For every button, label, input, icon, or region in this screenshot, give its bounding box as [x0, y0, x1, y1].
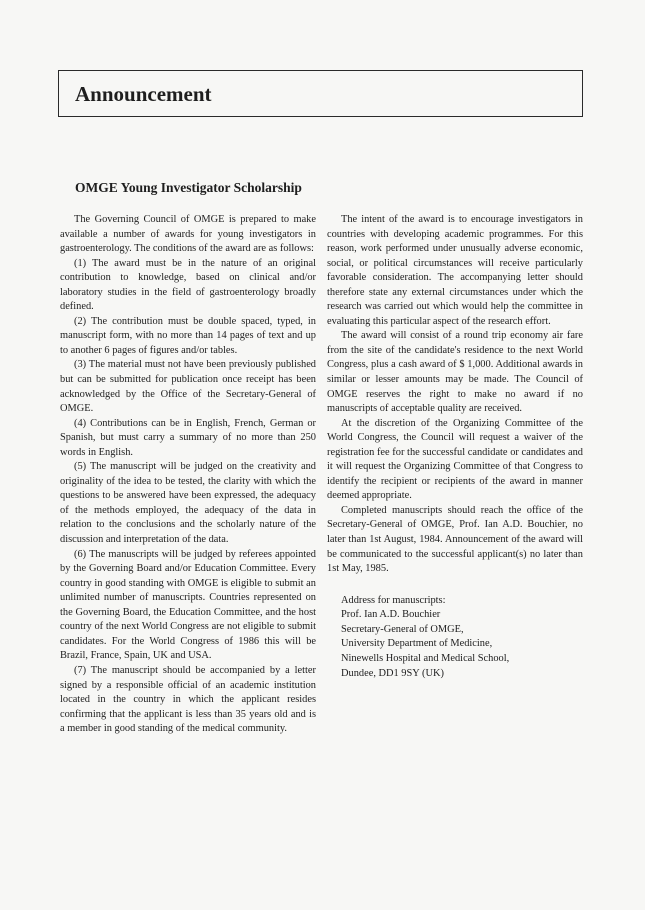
- condition-4-paragraph: (4) Contributions can be in English, French, German or Spanish, but must carry a summary of no more than 250 words in English.: [60, 417, 316, 458]
- intro-paragraph: The Governing Council of OMGE is prepared to make available a number of awards for young investigators in gastroenterology. The conditions of the award are as follows:: [60, 214, 316, 255]
- address-line: Dundee, DD1 9SY (UK): [341, 667, 444, 679]
- condition-1-paragraph: (1) The award must be in the nature of an original contribution to knowledge, based on clinical and/or laboratory studies in the field of gastroenterology broadly defined.: [60, 257, 316, 313]
- condition-2-paragraph: (2) The contribution must be double spaced, typed, in manuscript form, with no more than 14 pages of text and up to another 6 pages of figures and/or tables.: [60, 315, 316, 356]
- address-line: Prof. Ian A.D. Bouchier: [341, 609, 441, 621]
- announcement-header-box: [58, 70, 583, 117]
- condition-7-paragraph: (7) The manuscript should be accompanied by a letter signed by a responsible official of an academic institution located in the country in which the applicant resides confirming that the applicant is less than 35 years old and is a member in good standing of the medical community.: [60, 664, 316, 735]
- right-column: [327, 213, 583, 681]
- section-title: OMGE Young Investigator Scholarship: [75, 180, 302, 195]
- address-line: Ninewells Hospital and Medical School,: [341, 653, 510, 665]
- address-line: Secretary-General of OMGE,: [341, 623, 464, 635]
- award-paragraph: The award will consist of a round trip economy air fare from the site of the candidate's residence to the next World Congress, plus a cash award of $ 1,000. Additional awards in similar or lesser amounts may be made. The Council of OMGE reserves the right to make no award if no manuscripts of acceptable quality are received.: [327, 330, 583, 415]
- announcement-title: Announcement: [75, 82, 212, 106]
- condition-3-paragraph: (3) The material must not have been previously published but can be submitted for publication once receipt has been acknowledged by the Office of the Secretary-General of OMGE.: [60, 359, 316, 415]
- address-line: University Department of Medicine,: [341, 638, 493, 650]
- condition-5-paragraph: (5) The manuscript will be judged on the creativity and originality of the idea to be tested, the clarity with which the questions to be answered have been expressed, the adequacy of the methods employed, the adequacy of the data in relation to the conclusions and the scholarly nature of the discussion and interpretation of the data.: [60, 461, 316, 546]
- discretion-paragraph: At the discretion of the Organizing Committee of the World Congress, the Council will request a waiver of the registration fee for the successful candidate or candidates and it will request the Organizing Committee of that Congress to identify the recipient or recipients of the award in manner deemed appropriate.: [327, 417, 583, 502]
- address-heading: Address for manuscripts:: [341, 594, 446, 606]
- intent-paragraph: The intent of the award is to encourage investigators in countries with developing academic programmes. For this reason, work performed under unusually adverse economic, social, or political circumstances will receive particularly favorable consideration. The accompanying letter should therefore state any external circumstances under which the research was carried out which would help the committee in evaluating this particular aspect of the research effort.: [327, 214, 583, 327]
- mailing-address: [327, 594, 583, 682]
- left-column: [60, 213, 316, 737]
- deadline-paragraph: Completed manuscripts should reach the office of the Secretary-General of OMGE, Prof. Ian A.D. Bouchier, no later than 1st August, 1984. Announcement of the award will be communicated to the successful applicant(s) no later than 1st May, 1985.: [327, 504, 583, 575]
- condition-6-paragraph: (6) The manuscripts will be judged by referees appointed by the Governing Board and/or Education Committee. Every country in good standing with OMGE is eligible to submit an unlimited number of manuscripts. Countries represented on the Governing Board, the Education Committee, and the host country of the next World Congress are not eligible to submit candidates. For the World Congress of 1986 this will be Brazil, France, Spain, UK and USA.: [60, 548, 316, 662]
